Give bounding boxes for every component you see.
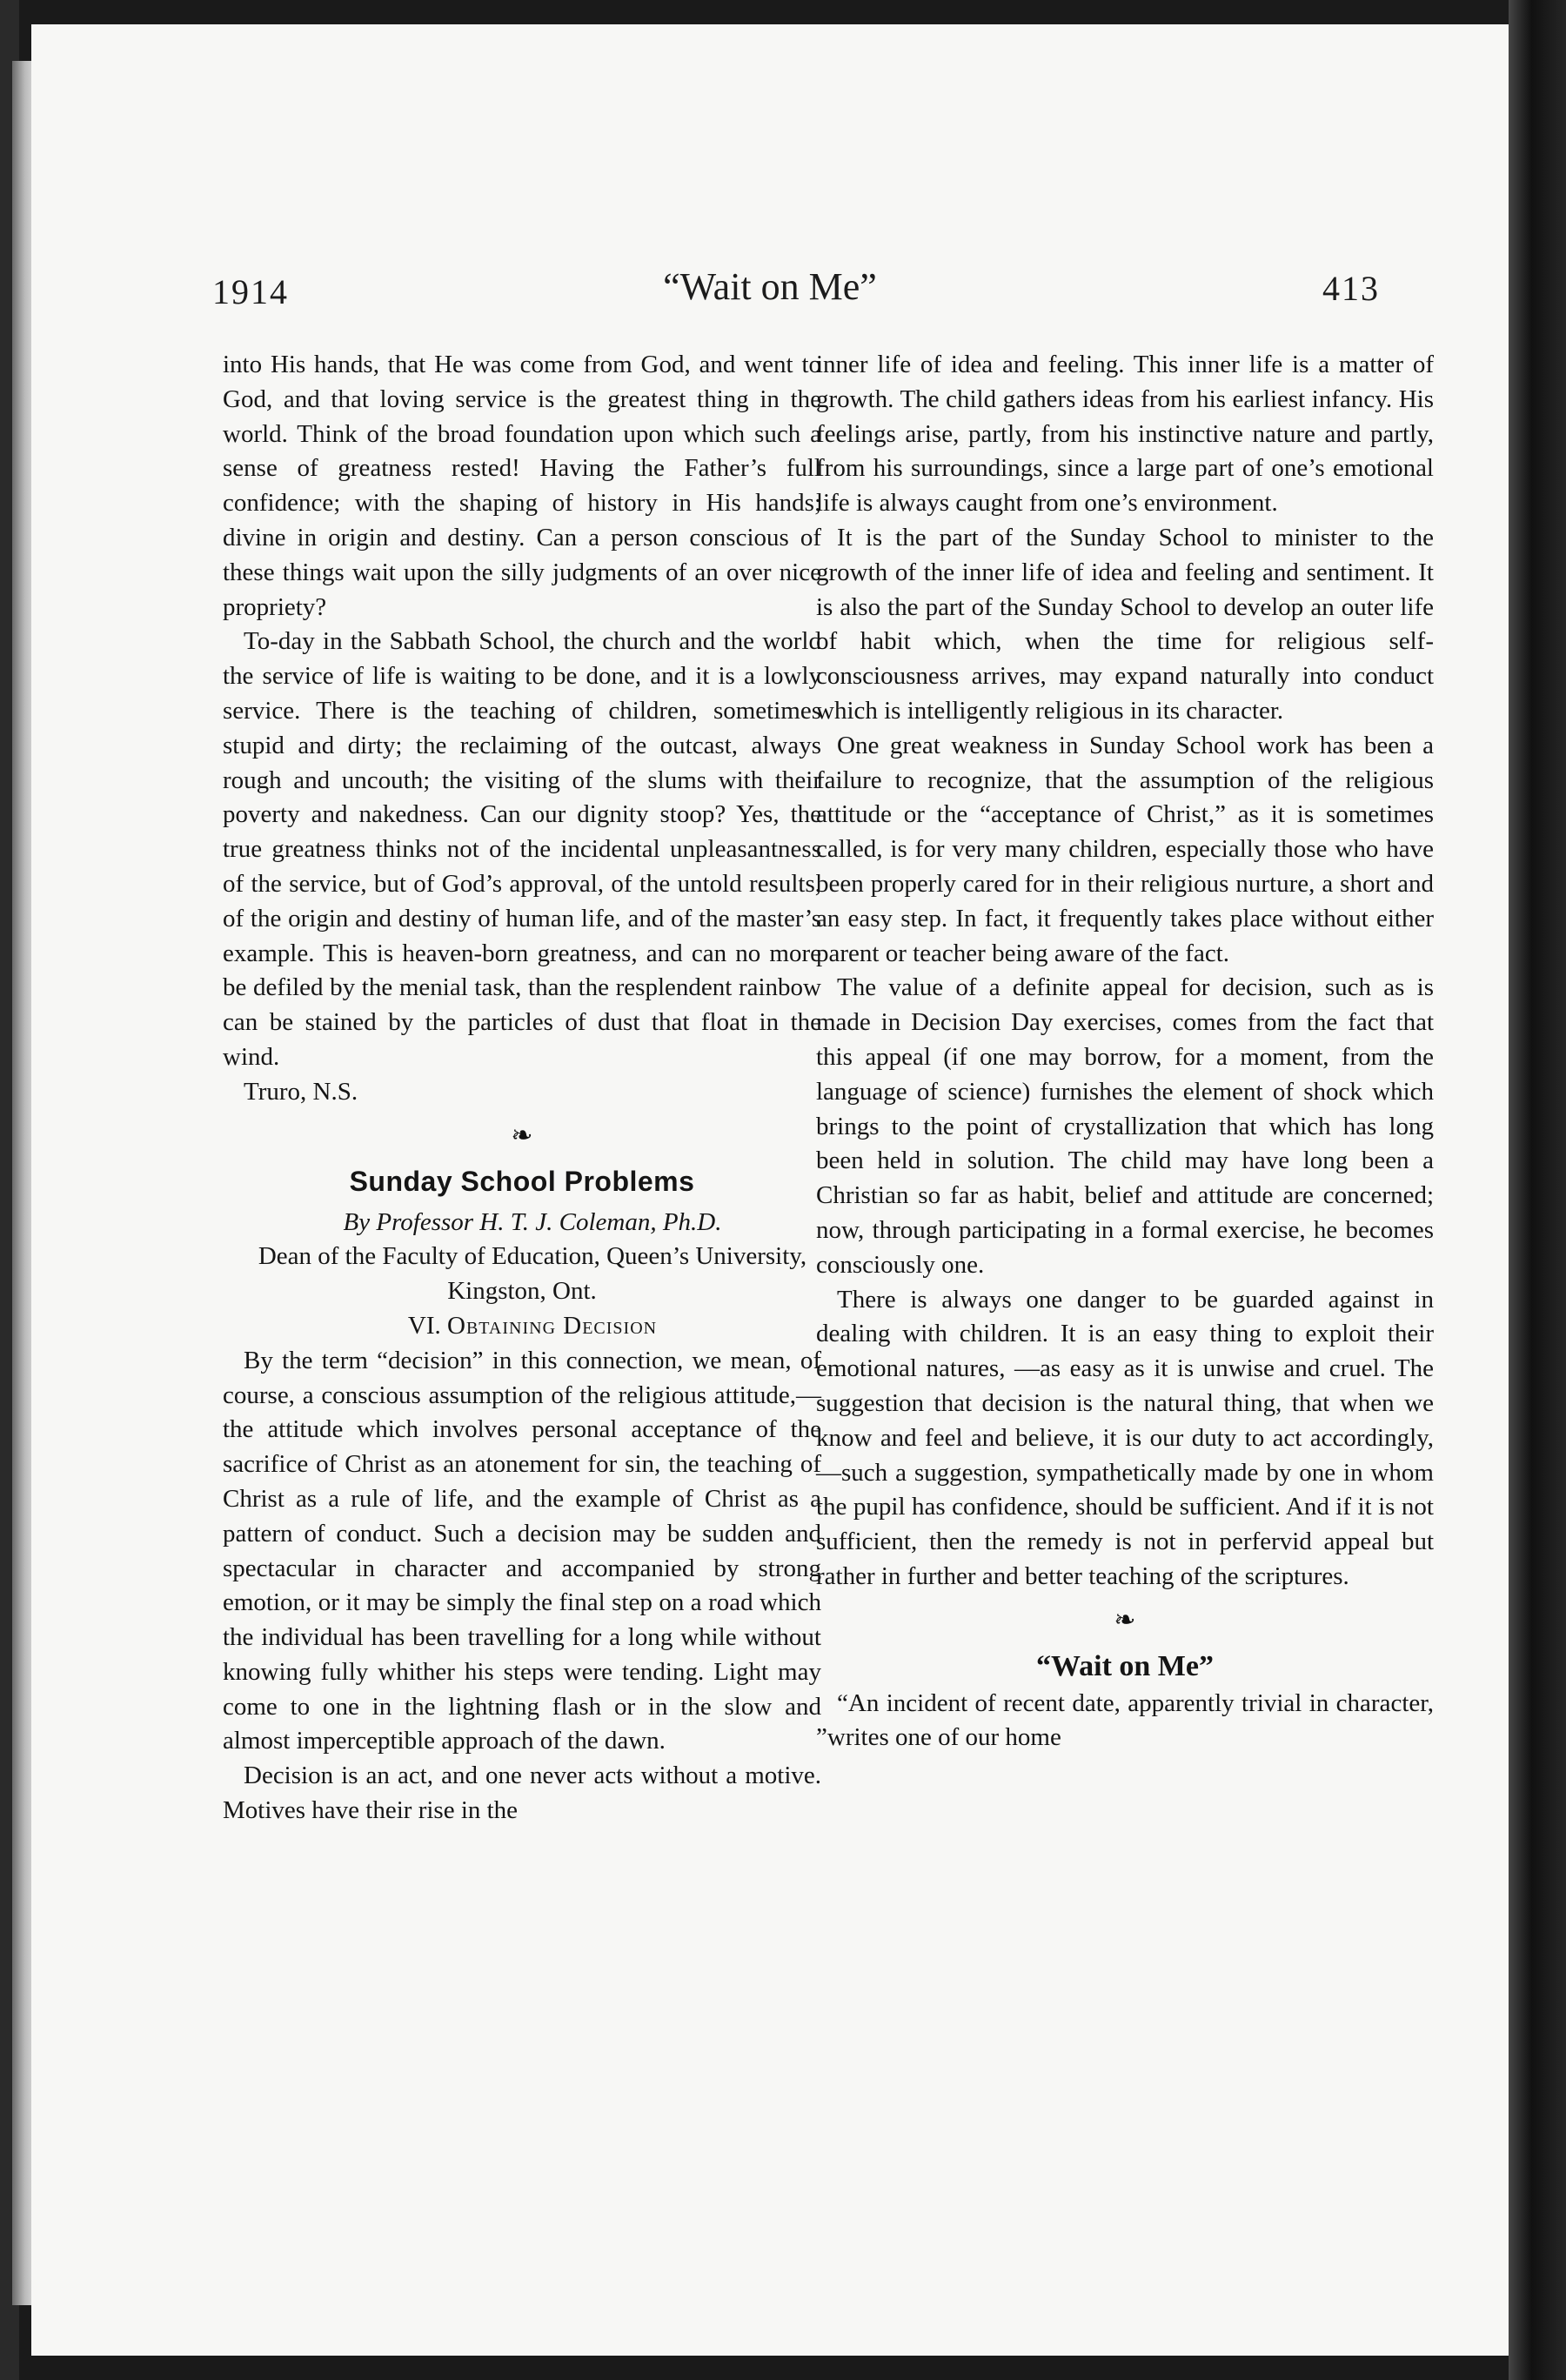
signoff: Truro, N.S. [244,1077,358,1106]
paragraph: By the term “decision” in this connection, we mean, of course, a conscious assumption of the religious attitude,—the attitude which involves personal acceptance of the sacrifice of Christ as an atonement for sin, the teaching of Christ as a rule of life, and the example of Christ as a pattern of conduct. Such a decision may be sudden and spectacular in character and accompanied by strong emotion, or it may be simply the final step on a road which the individual has been travelling for a long while without knowing fully whither his steps were tending. Light may come to one in the lightning flash or in the slow and almost imperceptible approach of the dawn. [223,1346,821,1755]
paragraph: “An incident of recent date, apparently trivial in character, ”writes one of our home [816,1688,1434,1752]
scan-background-right [1509,0,1566,2380]
paragraph: There is always one danger to be guarded against in dealing with children. It is an easy thing to exploit their emotional natures, —as easy as it is unwise and cruel. The suggestion that decision is the natural thing, that when we know and feel and believe, it is our duty to act accordingly,—such a suggestion, sympathetically made by one in whom the pupil has confidence, should be sufficient. And if it is not sufficient, then the remedy is not in perfervid appeal but rather in further and better teaching of the scriptures. [816,1285,1434,1590]
paragraph: The value of a definite appeal for decision, such as is made in Decision Day exercises, comes from the fact that this appeal (if one may borrow, for a moment, from the language of science) furnishes the element of shock which brings to the point of crystallization that which has long been held in solution. The child may have long been a Christian so far as habit, belief and attitude are concerned; now, through participating in a formal exercise, he becomes consciously one. [816,973,1434,1279]
section-ornament: ❧ [511,1120,533,1150]
byline: By Professor H. T. J. Coleman, Ph.D. [343,1207,722,1236]
right-column [816,348,1434,1755]
left-column [223,348,821,1828]
paragraph: into His hands, that He was come from God, and went to God, and that loving service is the greatest thing in the world. Think of the broad foundation upon which such a sense of greatness rested! Having the Father’s full confidence; with the shaping of history in His hands; divine in origin and destiny. Can a person conscious of these things wait upon the silly judgments of an over nice propriety? [223,351,821,621]
header-year: 1914 [212,272,289,311]
section-title [223,1309,821,1344]
book-page [31,24,1509,2356]
paragraph: To-day in the Sabbath School, the church and the world the service of life is waiting to be done, and it is a lowly service. There is the teaching of children, sometimes stupid and dirty; the reclaiming of the outcast, always rough and uncouth; the visiting of the slums with their poverty and nakedness. Can our dignity stoop? Yes, the true greatness thinks not of the incidental unpleasantness of the service, but of God’s approval, of the untold results, of the origin and destiny of human life, and of the master’s example. This is heaven-born greatness, and can no more be defiled by the menial task, than the resplendent rainbow can be stained by the particles of dust that float in the wind. [223,627,821,1071]
paragraph: It is the part of the Sunday School to minister to the growth of the inner life of idea and feeling and sentiment. It is also the part of the Sunday School to develop an outer life of habit which, when the time for religious self-consciousness arrives, may expand naturally into conduct which is intelligently religious in its character. [816,523,1434,725]
paragraph: One great weakness in Sunday School work has been a failure to recognize, that the assumption of the religious attitude or the “acceptance of Christ,” as it is sometimes called, is for very many children, especially those who have been properly cared for in their religious nurture, a short and an easy step. In fact, it frequently takes place without either parent or teacher being aware of the fact. [816,731,1434,967]
page-number: 413 [1322,269,1380,308]
affiliation: Dean of the Faculty of Education, Queen’s University, Kingston, Ont. [258,1242,807,1306]
section-ornament: ❧ [1114,1605,1136,1635]
section-title-text: Obtaining Decision [447,1311,658,1340]
running-head [31,264,1509,317]
header-title: “Wait on Me” [663,265,877,308]
section-numeral: VI. [407,1311,441,1340]
paragraph: Decision is an act, and one never acts without a motive. Motives have their rise in the [223,1762,821,1825]
article-title: Sunday School Problems [349,1165,695,1197]
paragraph: inner life of idea and feeling. This inner life is a matter of growth. The child gathers ideas from his earliest infancy. His feelings arise, partly, from his instinctive nature and partly, from his surroundings, since a large part of one’s emotional life is always caught from one’s environment. [816,351,1434,518]
article-title: “Wait on Me” [1036,1649,1214,1682]
